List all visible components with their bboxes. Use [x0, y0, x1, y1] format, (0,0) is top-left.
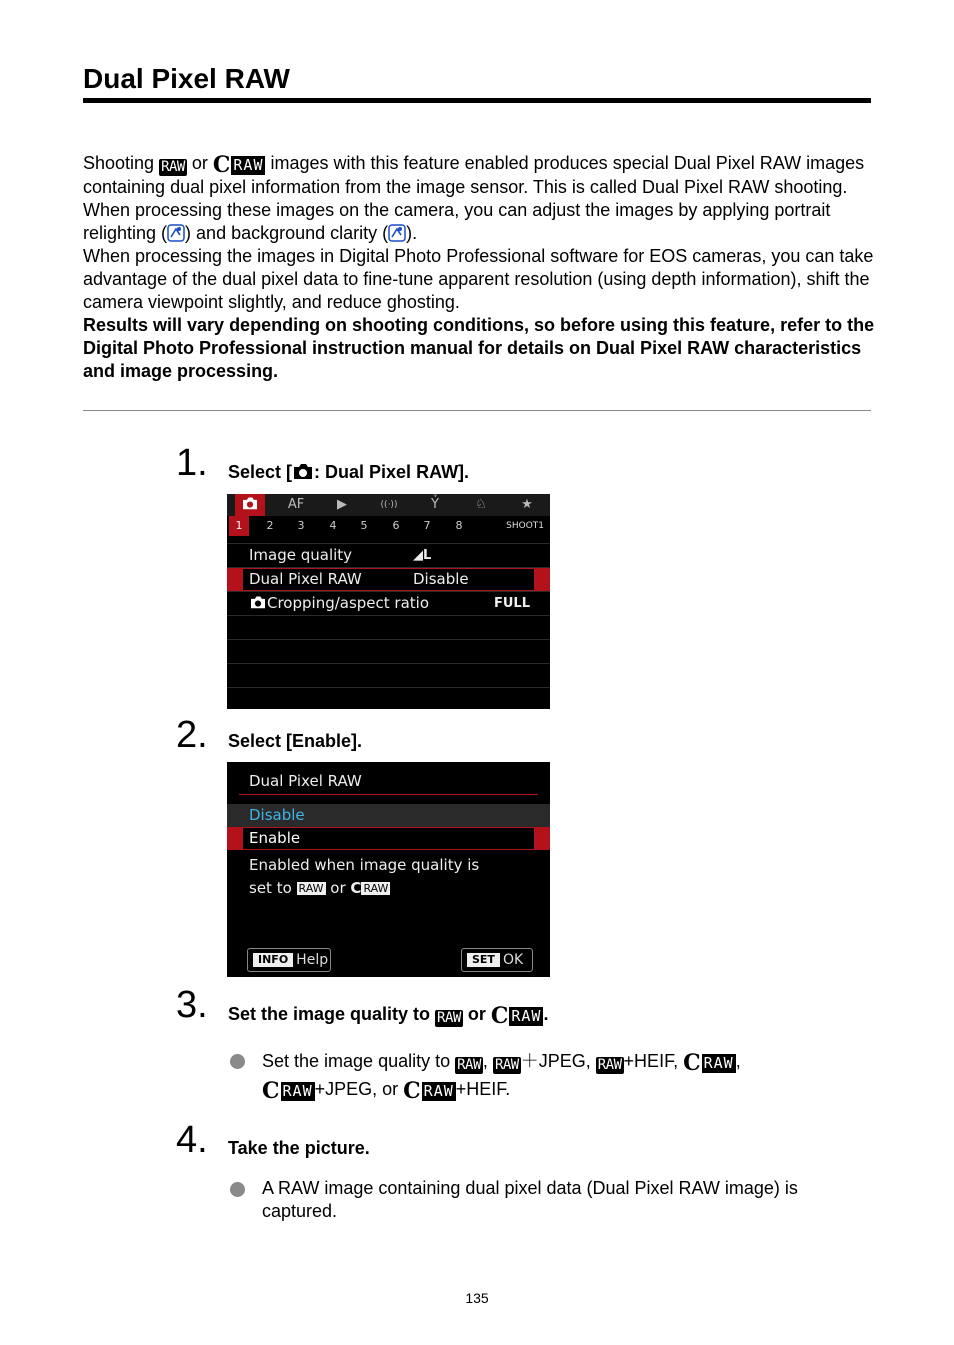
step-4-bullet: A RAW image containing dual pixel data (Dual Pixel RAW image) is captured. — [230, 1177, 850, 1223]
tab-wireless[interactable]: ((·)) — [380, 500, 398, 510]
tab-custom[interactable]: ♘ — [475, 497, 487, 512]
step-3-number: 3. — [176, 984, 208, 1026]
step-1-label: Select [ : Dual Pixel RAW]. — [228, 462, 470, 482]
subtab-2[interactable]: 2 — [266, 519, 274, 532]
craw-icon: C RAW — [262, 1078, 313, 1104]
subtab-7[interactable]: 7 — [423, 519, 431, 532]
camera-icon — [241, 496, 259, 510]
settings-title: Dual Pixel RAW — [249, 772, 362, 790]
raw-icon: RAW — [494, 1057, 519, 1073]
bullet-dot — [230, 1182, 245, 1197]
step-3-bullet: Set the image quality to RAW , RAW ＋JPEG, RAW +HEIF, C RAW , C RAW +JPEG, or C RAW +HEIF. — [230, 1047, 850, 1103]
menu-item-dual-pixel-raw[interactable]: Dual Pixel RAW Disable — [227, 567, 550, 591]
menu-subtab-bar — [227, 516, 550, 536]
page-number: 135 — [465, 1290, 489, 1306]
option-disable[interactable]: Disable — [227, 804, 550, 827]
subtab-6[interactable]: 6 — [392, 519, 400, 532]
camera-icon — [292, 462, 314, 480]
tab-my-menu[interactable]: ★ — [521, 497, 533, 512]
craw-icon: C RAW — [403, 1078, 454, 1104]
background-clarity-link-icon[interactable] — [388, 224, 406, 242]
title-rule — [83, 98, 871, 103]
menu-tab-bar — [227, 494, 550, 516]
tab-setup[interactable]: Ỷ — [431, 497, 439, 512]
help-button[interactable]: INFO Help — [247, 948, 331, 972]
raw-icon: RAW — [437, 1010, 461, 1026]
subtab-8[interactable]: 8 — [455, 519, 463, 532]
subtab-4[interactable]: 4 — [329, 519, 337, 532]
subtab-3[interactable]: 3 — [297, 519, 305, 532]
craw-icon: C RAW — [212, 152, 264, 178]
step-4-number: 4. — [176, 1119, 208, 1161]
menu-item-cropping[interactable]: Cropping/aspect ratio FULL — [227, 591, 550, 615]
camera-menu-screen — [227, 494, 550, 709]
dual-pixel-raw-settings-screen — [227, 762, 550, 977]
section-divider — [83, 410, 871, 411]
tab-af[interactable]: AF — [287, 497, 305, 512]
menu-empty-row — [227, 687, 550, 709]
step-4-label: Take the picture. — [228, 1138, 370, 1158]
ok-button[interactable]: SET OK — [461, 948, 533, 972]
intro-text — [83, 152, 875, 383]
intro-paragraph-3: When processing the images in Digital Photo Professional software for EOS cameras, you can take advantage of the dual pixel data to fine-tune apparent resolution (using depth information), shift the camera viewpoint slightly, and reduce ghosting. — [83, 246, 874, 312]
raw-icon: RAW — [298, 882, 324, 895]
camera-icon — [249, 595, 267, 609]
relighting-link-icon[interactable] — [167, 224, 185, 242]
step-3-label: Set the image quality to RAW or C RAW . — [228, 1003, 549, 1029]
craw-icon: RAW — [363, 882, 389, 895]
craw-icon: C RAW — [490, 1003, 542, 1029]
step-1-number: 1. — [176, 442, 208, 484]
subtab-5[interactable]: 5 — [360, 519, 368, 532]
tab-shooting[interactable] — [235, 494, 265, 516]
intro-paragraph-1: Shooting RAW or C RAW images with this feature enabled produces special Dual Pixel RAW images containing dual pixel information from the image sensor. This is called Dual Pixel RAW shooting. — [83, 152, 865, 197]
intro-warning: Results will vary depending on shooting conditions, so before using this feature, refer to the Digital Photo Professional instruction manual for details on Dual Pixel RAW characteristics and image processing. — [83, 315, 875, 381]
craw-icon: C RAW — [683, 1050, 734, 1076]
shoot-menu-label: SHOOT1 — [506, 521, 544, 531]
subtab-1[interactable]: 1 — [229, 516, 249, 536]
raw-icon: RAW — [597, 1057, 622, 1073]
step-2-number: 2. — [176, 714, 208, 756]
raw-icon: RAW — [161, 159, 185, 175]
menu-item-image-quality[interactable]: Image quality ◢L — [227, 543, 550, 567]
page-title: Dual Pixel RAW — [83, 63, 290, 94]
option-enable[interactable]: Enable — [227, 827, 550, 850]
settings-info-line-1: Enabled when image quality is — [249, 856, 480, 874]
bullet-dot — [230, 1054, 245, 1069]
step-2-label: Select [Enable]. — [228, 731, 363, 751]
settings-info-line-2: set to RAW or C RAW — [249, 879, 389, 897]
menu-empty-row — [227, 615, 550, 639]
menu-empty-row — [227, 663, 550, 687]
intro-paragraph-2: When processing these images on the camera, you can adjust the images by applying portrait relighting ( ) and background clarity ( ). — [83, 200, 831, 243]
raw-icon: RAW — [457, 1057, 481, 1073]
tab-playback[interactable]: ▶ — [337, 497, 347, 512]
menu-empty-row — [227, 639, 550, 663]
settings-title-rule — [239, 794, 538, 795]
